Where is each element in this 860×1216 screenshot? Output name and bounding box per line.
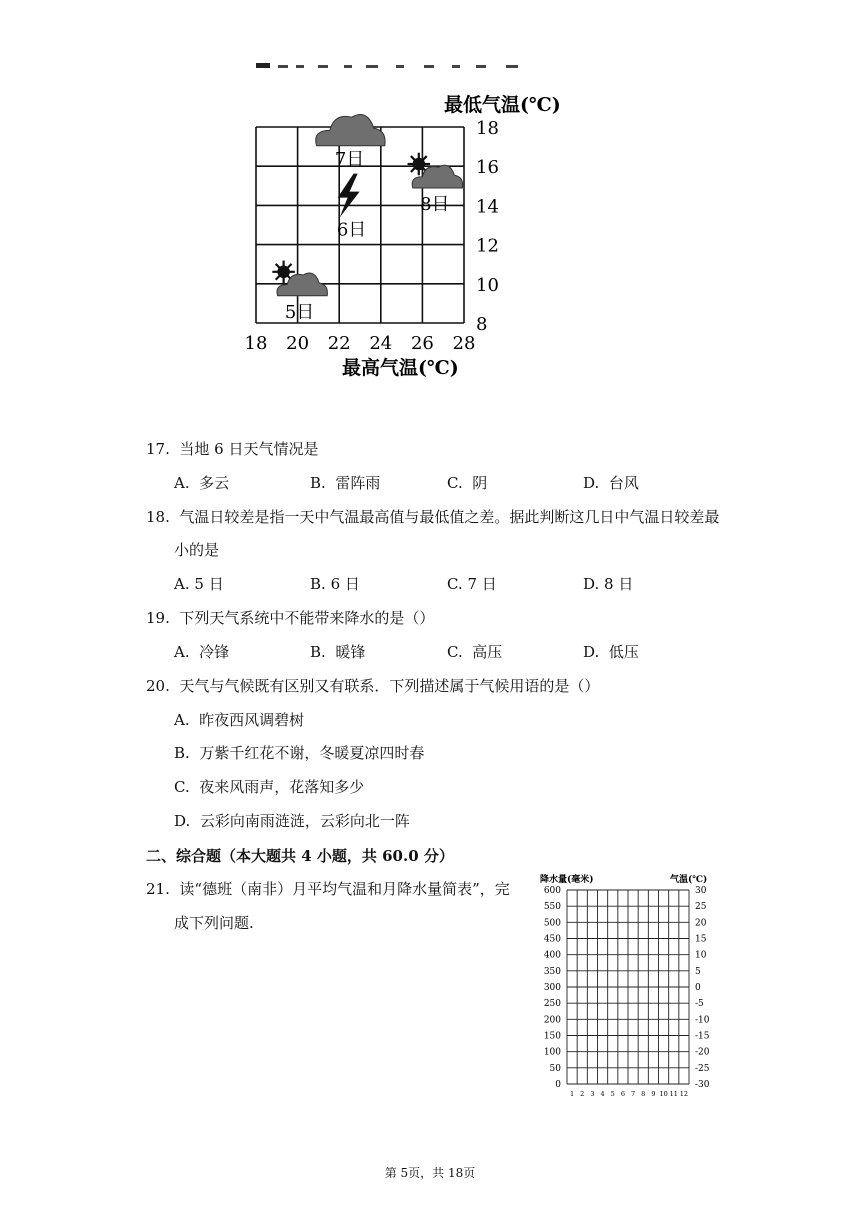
option-text: 阴 <box>472 474 488 492</box>
day-mark-5日 <box>272 261 327 323</box>
temp-tick-label: 10 <box>695 950 707 961</box>
cropped-heading-remnant <box>256 54 536 68</box>
option-text: 暖锋 <box>335 643 366 661</box>
month-label: 11 <box>669 1090 678 1098</box>
day-label: 7日 <box>334 148 365 170</box>
option-key: B. <box>174 744 190 762</box>
precip-tick-label: 250 <box>543 999 561 1010</box>
temp-tick-label: 30 <box>695 886 707 896</box>
option-19-c[interactable] <box>447 642 502 662</box>
month-label: 8 <box>641 1090 646 1098</box>
x-tick-label: 20 <box>286 333 310 354</box>
option-20-d[interactable] <box>174 811 410 831</box>
option-key: D. <box>583 474 600 492</box>
x-tick-label: 26 <box>410 333 434 354</box>
option-key: B. <box>310 643 326 661</box>
page-footer: 第 5页，共 18页 <box>384 1166 476 1180</box>
precip-tick-label: 100 <box>543 1047 561 1058</box>
month-label: 12 <box>679 1090 689 1098</box>
question-number: 20. <box>146 677 170 695</box>
option-19-b[interactable] <box>310 642 365 662</box>
precip-tick-label: 550 <box>543 902 561 913</box>
option-key: C. <box>174 778 190 796</box>
option-text: 云彩向南雨涟涟，云彩向北一阵 <box>199 812 410 830</box>
option-20-c[interactable] <box>174 777 364 797</box>
temp-tick-label: -25 <box>695 1063 710 1074</box>
month-label: 2 <box>580 1090 585 1098</box>
day-mark-7日 <box>316 114 385 169</box>
option-text: 高压 <box>472 643 503 661</box>
question-number: 17. <box>146 440 170 458</box>
question-number: 21. <box>146 880 170 898</box>
option-19-a[interactable] <box>174 642 229 662</box>
precip-tick-label: 0 <box>555 1080 561 1090</box>
question-18 <box>146 507 719 527</box>
temp-tick-label: -5 <box>695 999 704 1010</box>
temp-tick-label: 20 <box>695 918 707 929</box>
precip-tick-label: 150 <box>543 1031 561 1042</box>
option-18-b[interactable] <box>310 574 360 594</box>
day-label: 5日 <box>284 301 315 323</box>
option-text: 8 日 <box>604 575 634 593</box>
weather-chart-y-title: 最低气温(℃) <box>444 94 561 116</box>
month-label: 3 <box>590 1090 595 1098</box>
day-label: 8日 <box>420 194 450 215</box>
climate-chart-blank <box>528 870 728 1102</box>
question-text: 当地 6 日天气情况是 <box>179 440 319 458</box>
question-text: 下列天气系统中不能带来降水的是（） <box>179 609 435 627</box>
temp-tick-label: -20 <box>695 1047 710 1058</box>
option-18-c[interactable] <box>447 574 497 594</box>
option-20-b[interactable] <box>174 743 424 763</box>
cloud-icon <box>316 114 385 145</box>
temp-tick-label: -10 <box>695 1015 710 1026</box>
day-label: 6日 <box>336 219 367 241</box>
temp-tick-label: -15 <box>695 1031 710 1042</box>
lightning-icon <box>338 174 360 218</box>
precip-tick-label: 450 <box>543 934 561 945</box>
option-key: B. <box>310 575 326 593</box>
option-text: 台风 <box>608 474 639 492</box>
month-label: 4 <box>600 1090 605 1098</box>
option-17-b[interactable] <box>310 473 380 493</box>
month-label: 9 <box>651 1090 656 1098</box>
x-tick-label: 22 <box>327 333 351 354</box>
temp-tick-label: 15 <box>695 934 707 945</box>
option-17-a[interactable] <box>174 473 229 493</box>
precip-tick-label: 500 <box>543 918 561 929</box>
precip-tick-label: 350 <box>543 966 561 977</box>
month-label: 7 <box>631 1090 636 1098</box>
option-text: 冷锋 <box>199 643 230 661</box>
x-tick-label: 28 <box>452 333 476 354</box>
climate-chart-left-title: 降水量(毫米) <box>540 875 594 885</box>
option-key: A. <box>174 643 190 661</box>
question-text: 天气与气候既有区别又有联系．下列描述属于气候用语的是（） <box>179 677 600 695</box>
option-text: 7 日 <box>467 575 497 593</box>
precip-tick-label: 600 <box>543 886 561 896</box>
precip-tick-label: 50 <box>549 1063 561 1074</box>
temp-tick-label: 25 <box>695 902 707 913</box>
option-text: 6 日 <box>330 575 360 593</box>
option-key: C. <box>447 575 463 593</box>
temp-tick-label: -30 <box>695 1080 710 1090</box>
option-19-d[interactable] <box>583 642 639 662</box>
x-tick-label: 24 <box>369 333 393 354</box>
option-key: B. <box>310 474 326 492</box>
y-tick-label: 18 <box>476 118 499 139</box>
precip-tick-label: 300 <box>543 983 561 993</box>
y-tick-label: 12 <box>476 235 499 257</box>
question-number: 19. <box>146 609 170 627</box>
y-tick-label: 8 <box>476 314 488 335</box>
option-key: D. <box>174 812 191 830</box>
month-label: 1 <box>570 1090 575 1098</box>
precip-tick-label: 200 <box>543 1015 561 1026</box>
y-tick-label: 14 <box>476 196 499 218</box>
option-17-d[interactable] <box>583 473 639 493</box>
question-text: 读“德班（南非）月平均气温和月降水量简表”，完 <box>179 880 510 898</box>
month-label: 5 <box>610 1090 615 1098</box>
option-18-d[interactable] <box>583 574 633 594</box>
x-tick-label: 18 <box>244 333 268 354</box>
question-number: 18. <box>146 508 170 526</box>
question-text: 气温日较差是指一天中气温最高值与最低值之差。据此判断这几日中气温日较差最 <box>179 508 720 526</box>
option-key: C. <box>447 643 463 661</box>
option-text: 夜来风雨声，花落知多少 <box>199 778 365 796</box>
option-18-a[interactable] <box>174 574 224 594</box>
option-key: A. <box>174 575 190 593</box>
weather-chart-x-title: 最高气温(℃) <box>342 357 459 379</box>
option-key: A. <box>174 474 190 492</box>
question-18-continued: 小的是 <box>174 541 220 559</box>
option-text: 多云 <box>199 474 230 492</box>
y-tick-label: 16 <box>476 157 499 179</box>
month-label: 10 <box>659 1090 668 1098</box>
month-label: 6 <box>620 1090 625 1098</box>
option-key: C. <box>447 474 463 492</box>
option-key: D. <box>583 575 600 593</box>
option-key: A. <box>174 711 190 729</box>
question-19 <box>146 608 434 628</box>
climate-chart-right-title: 气温(℃) <box>670 875 708 885</box>
question-20 <box>146 676 599 696</box>
section-heading: 二、综合题（本大题共 4 小题，共 60.0 分） <box>146 847 454 865</box>
question-17 <box>146 439 319 459</box>
day-mark-6日 <box>337 174 366 241</box>
question-21 <box>146 879 510 899</box>
weather-chart <box>230 84 590 384</box>
temp-tick-label: 0 <box>695 983 701 993</box>
option-text: 低压 <box>608 643 639 661</box>
option-text: 雷阵雨 <box>335 474 381 492</box>
option-key: D. <box>583 643 600 661</box>
temp-tick-label: 5 <box>695 966 701 977</box>
precip-tick-label: 400 <box>543 950 561 961</box>
option-text: 昨夜西风调碧树 <box>199 711 305 729</box>
option-20-a[interactable] <box>174 710 304 730</box>
y-tick-label: 10 <box>476 274 499 296</box>
option-text: 5 日 <box>194 575 224 593</box>
option-17-c[interactable] <box>447 473 487 493</box>
question-21-continued: 成下列问题. <box>174 914 254 932</box>
option-text: 万紫千红花不谢，冬暖夏凉四时春 <box>199 744 425 762</box>
